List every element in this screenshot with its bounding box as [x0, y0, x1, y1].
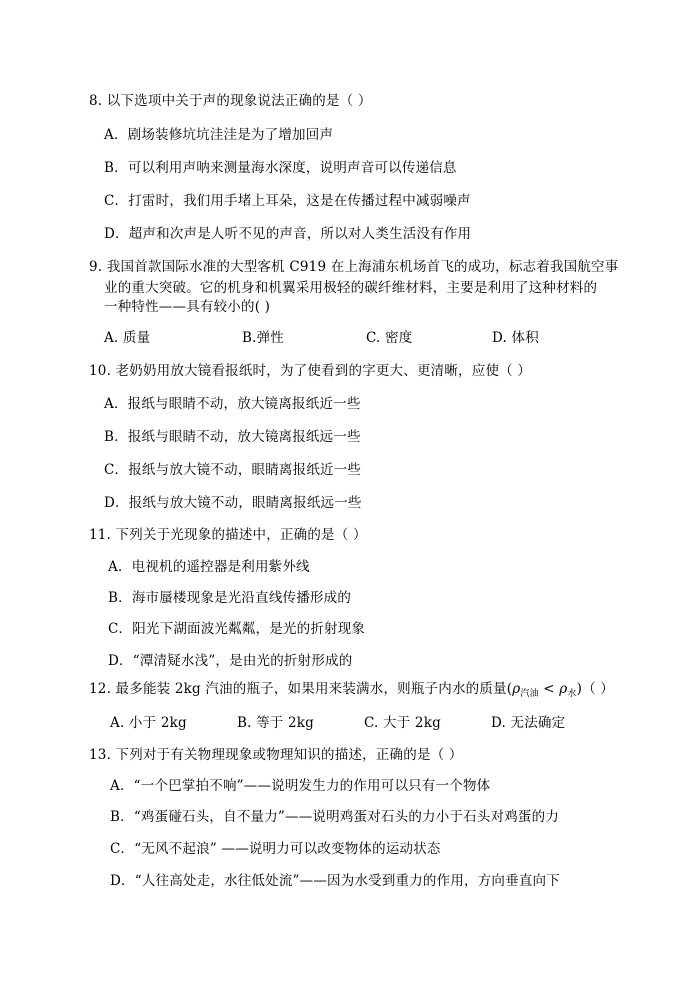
- question-11-option-d: D．“潭清疑水浅”，是由光的折射形成的: [108, 653, 353, 669]
- density-formula: [507, 681, 582, 697]
- question-12-option-c: C. 大于 2kg: [364, 715, 441, 731]
- question-11-option-b: B．海市蜃楼现象是光沿直线传播形成的: [108, 590, 352, 606]
- question-12-answer-paren: （ ）: [582, 681, 614, 697]
- formula-rho-water: ρ: [559, 681, 568, 697]
- formula-open-paren: (: [506, 681, 513, 697]
- question-12-stem: [89, 681, 614, 698]
- question-11-option-c: C．阳光下湖面波光粼粼，是光的折射现象: [108, 621, 366, 637]
- question-10-option-a: A．报纸与眼睛不动，放大镜离报纸近一些: [104, 396, 361, 412]
- question-13-option-c: C．“无风不起浪” ——说明力可以改变物体的运动状态: [110, 841, 441, 857]
- question-8-option-b: B．可以利用声呐来测量海水深度，说明声音可以传递信息: [104, 160, 457, 176]
- question-12-option-d: D. 无法确定: [491, 715, 566, 731]
- question-10-stem: 10. 老奶奶用放大镜看报纸时，为了使看到的字更大、更清晰，应使（ ）: [89, 363, 532, 379]
- question-12-option-a: A. 小于 2kg: [110, 715, 187, 731]
- question-13-option-d: D．“人往高处走，水往低处流”——因为水受到重力的作用，方向垂直向下: [110, 873, 560, 889]
- question-9-option-d: D. 体积: [492, 330, 539, 346]
- formula-sub-gasoline: 汽油: [520, 689, 539, 699]
- question-8-option-d: D．超声和次声是人听不见的声音，所以对人类生活没有作用: [104, 226, 472, 242]
- question-12-stem-text: 12. 最多能装 2kg 汽油的瓶子，如果用来装满水，则瓶子内水的质量: [89, 681, 507, 697]
- question-13-option-a: A．“一个巴掌拍不响”——说明发生力的作用可以只有一个物体: [110, 778, 491, 794]
- question-9-option-c: C. 密度: [366, 330, 413, 346]
- question-13-option-b: B．“鸡蛋碰石头，自不量力”——说明鸡蛋对石头的力小于石头对鸡蛋的力: [110, 809, 560, 825]
- question-9-option-a: A. 质量: [104, 330, 151, 346]
- question-8-stem: 8. 以下选项中关于声的现象说法正确的是（ ）: [89, 93, 372, 109]
- question-9-stem-line-2: 业的重大突破。它的机身和机翼采用极轻的碳纤维材料，主要是利用了这种材料的: [104, 280, 598, 296]
- question-10-option-d: D．报纸与放大镜不动，眼睛离报纸远一些: [104, 495, 362, 511]
- question-9-stem-line-1: 9. 我国首款国际水准的大型客机 C919 在上海浦东机场首飞的成功，标志着我国航空事: [89, 259, 619, 275]
- question-9-stem-line-3: 一种特性——具有较小的( ): [104, 299, 271, 315]
- question-12-option-b: B. 等于 2kg: [237, 715, 315, 731]
- question-11-option-a: A．电视机的遥控器是利用紫外线: [108, 559, 310, 575]
- question-10-option-c: C．报纸与放大镜不动，眼睛离报纸近一些: [104, 462, 362, 478]
- formula-less-than: <: [538, 681, 560, 697]
- question-8-option-c: C．打雷时，我们用手堵上耳朵，这是在传播过程中减弱噪声: [104, 193, 471, 209]
- formula-rho-gasoline: ρ: [512, 681, 521, 697]
- question-10-option-b: B．报纸与眼睛不动，放大镜离报纸远一些: [104, 429, 361, 445]
- question-13-stem: 13. 下列对于有关物理现象或物理知识的描述，正确的是（ ）: [89, 747, 463, 763]
- question-11-stem: 11. 下列关于光现象的描述中，正确的是（ ）: [89, 527, 367, 543]
- question-8-option-a: A．剧场装修坑坑洼洼是为了增加回声: [104, 127, 334, 143]
- question-9-option-b: B.弹性: [242, 330, 285, 346]
- formula-sub-water: 水: [567, 689, 577, 699]
- formula-close-paren: ): [576, 681, 583, 697]
